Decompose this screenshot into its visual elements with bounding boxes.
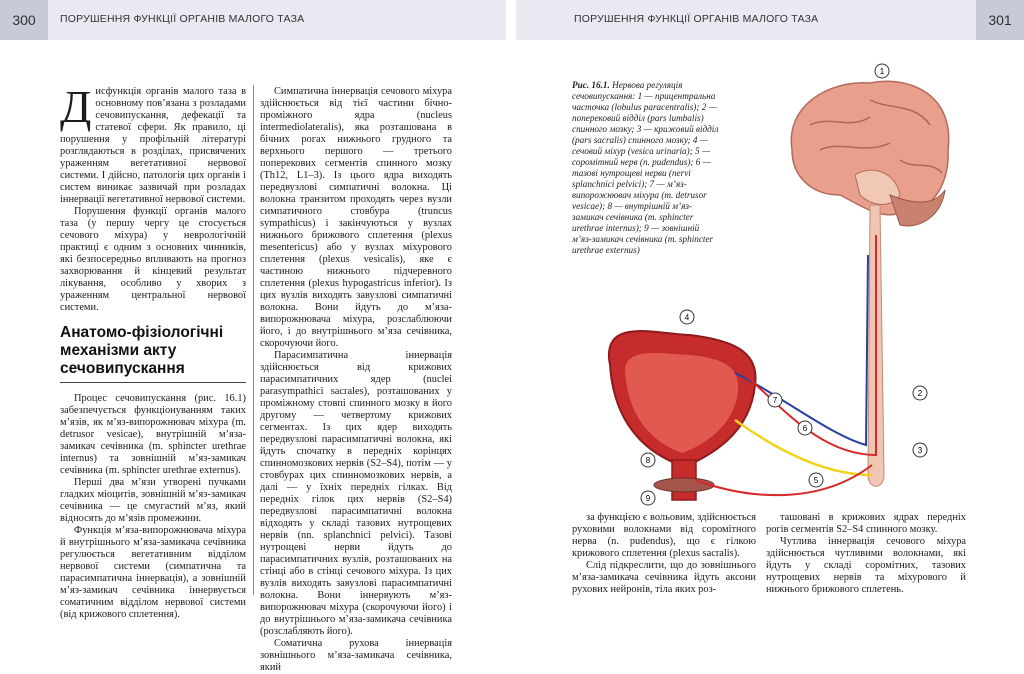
figure-label: 5 [813,476,819,485]
figure-label: 4 [684,313,690,322]
intro-paragraph: Дисфункція органів малого таза в основному пов’язана з розладами сечовипускання, дефекації та статевої сфери. Як правило, ці порушення у профільній літературі розглядаються в розділах, присвячених ураженням вегетативної нервової системи. І дійсно, патологія цих органів і систем виникає зазвичай при розладах іннервації вегетативної нервової системи. [60,81,246,205]
sympathetic-nerve-line [735,255,868,445]
bladder-illustration [609,331,756,500]
figure-label: 3 [917,446,923,455]
paragraph: Порушення функції органів малого таза (у першу чергу це стосується сечового міхура) у неврологічній практиці є одним з основних чинників, які безпосередньо впливають на прогноз захворювання й кінцевий результат лікування, особливо у хворих з ураженням центральної нервової системи. [60,206,246,313]
caption-label: Рис. 16.1. [572,80,610,90]
left-column-2 [260,86,452,674]
paragraph: Симпатична іннервація сечового міхура здійснюється від тієї частини бічно-проміжного ядра (nucleus intermediolateralis), яка розташована в бічних рогах нижнього грудного та верхнього першого — третього поперекових сегментів спинного мозку (Th12, L1–3). Із цього ядра виходять передвузлові симпатичні волокна. Ці волокна транзитом проходять через вузли симпатичного стовбура (truncus sympathicus) і закінчуються у вузлах нижнього брижового сплетення (plexus mesentericus) або у вузлах міхурового сплетення (plexus vesicalis), яке є частиною нижнього підчеревного сплетення (plexus hypogastricus inferior). Із цих вузлів виходять завузлові симпатичні волокна. Вони йдуть до м’язa-випорожнювача міхура, розслаблюючи його, і до внутрішнього м’яза сечівника, скорочуючи його. [260,86,452,349]
paragraph: ташовані в крижових ядрах передніх рогів сегментів S2–S4 спинного мозку. [766,512,966,535]
left-running-title: ПОРУШЕННЯ ФУНКЦІЇ ОРГАНІВ МАЛОГО ТАЗА [60,13,305,25]
figure-label: 6 [802,424,808,433]
right-bottom-column-2 [766,512,966,596]
figure-label: 7 [772,396,778,405]
figure-label: 2 [917,389,923,398]
left-column-1 [60,81,246,621]
caption-text: Нервова регуляція сечовипускання: 1 — прицентральна часточка (lobulus paracentralis); 2 — поперековий відділ (pars lumbalis) спинного мозку; 3 — крижовий відділ (pars sacralis) спинного мозку; 4 — сечовий міхур (vesica urinaria); 5 — соромітний нерв (n. pudendus); 6 — тазові нутрощеві нерви (nervi splanchnici pelvici); 7 — м’яз-випорожнювач міхура (m. detrusor vesicae); 8 — внутрішній м’яз-замикач сечівника (m. sphincter urethrae internus); 9 — зовнішній м’яз-замикач сечівника (m. sphincter urethrae externus) [572,80,719,255]
right-running-title: ПОРУШЕННЯ ФУНКЦІЇ ОРГАНІВ МАЛОГО ТАЗА [574,13,819,25]
figure-label: 9 [645,494,651,503]
paragraph: Чутлива іннервація сечового міхура здійснюється чутливими волокнами, які йдуть у складі соромітних, тазових нутрощевих нервів та міхурового й нижнього брижового сплетень. [766,536,966,595]
section-heading: Анатомо-фізіологічні механізми акту сечовипускання [60,324,246,383]
paragraph: Слід підкреслити, що до зовнішнього м’язa-замикача сечівника йдуть аксони рухових нейронів, тіла яких роз- [572,560,756,595]
paragraph: за функцією є вольовим, здійснюється руховими волокнами від соромітного нерва (n. pudendus), що є гілкою крижового сплетення (plexus sacralis). [572,512,756,559]
pudendal-nerve-line [695,465,872,495]
right-page-number: 301 [976,0,1024,40]
column-divider [253,85,254,595]
paragraph: Соматична рухова іннервація зовнішнього м’яза-замикача сечівника, який [260,638,452,673]
right-bottom-column-1 [572,512,756,596]
figure-label: 8 [645,456,651,465]
figure-label: 1 [879,67,885,76]
brain-illustration [791,81,948,226]
paragraph: Парасимпатична іннервація здійснюється від крижових парасимпатичних ядер (nuclei parasympathici sacrales), розташованих у проміжному стовпі спинного мозку в його другому — четвертому крижових сегментах. Із цих ядер виходять передвузлові парасимпатичні волокна, які йдуть спочатку в передніх корінцях спинномозкових нервів (S2–S4), потім — у стовбурах цих спинномозкових нервів, а далі — у їхніх передніх гілках. Від передніх гілок цих нервів (S2–S4) передвузлові парасимпатичні волокна відходять у складі тазових нутрощевих нервів (nn. splanchnici pelvici). Тазові нутрощеві нерви йдуть до парасимпатичних вузлів, розташованих на стінці або в стінці сечового міхура. Із цих вузлів виходять завузлові парасимпатичні волокна. Вони іннервують м’яз-випорожнювач міхура (скорочуючи його) і до внутрішнього м’язa-замикача сечівника (розслабляють його). [260,350,452,637]
paragraph: Перші два м’язи утворені пучками гладких міоцитів, зовнішній м’яз-замикач сечівника — це смугастий м’яз, який відносять до м’язів промежини. [60,477,246,524]
parasympathetic-nerve-line [745,235,876,455]
paragraph: Функція м’яза-випорожнювача міхура й внутрішнього м’яза-замикача сечівника регулюється вегетативним відділом нервової системи (симпатична та парасимпатична іннервація), а зовнішній м’яз-замикач сечівника іннервується соматичним відділом нервової системи (від крижового сплетення). [60,525,246,620]
right-page-header [516,0,1024,40]
left-page-header [0,0,506,40]
paragraph: Процес сечовипускання (рис. 16.1) забезпечується функціонуванням таких м’язів, як м’яз-випорожнювач міхура (m. detrusor vesicae), внутрішній м’яза-замикач сечівника (m. sphincter urethrae internus) та зовнішній м’яз-замикач сечівника (m. sphincter urethrae externus). [60,393,246,476]
nerve-regulation-figure [570,55,1010,515]
left-page-number: 300 [0,0,48,40]
drop-cap: Д [60,81,92,132]
